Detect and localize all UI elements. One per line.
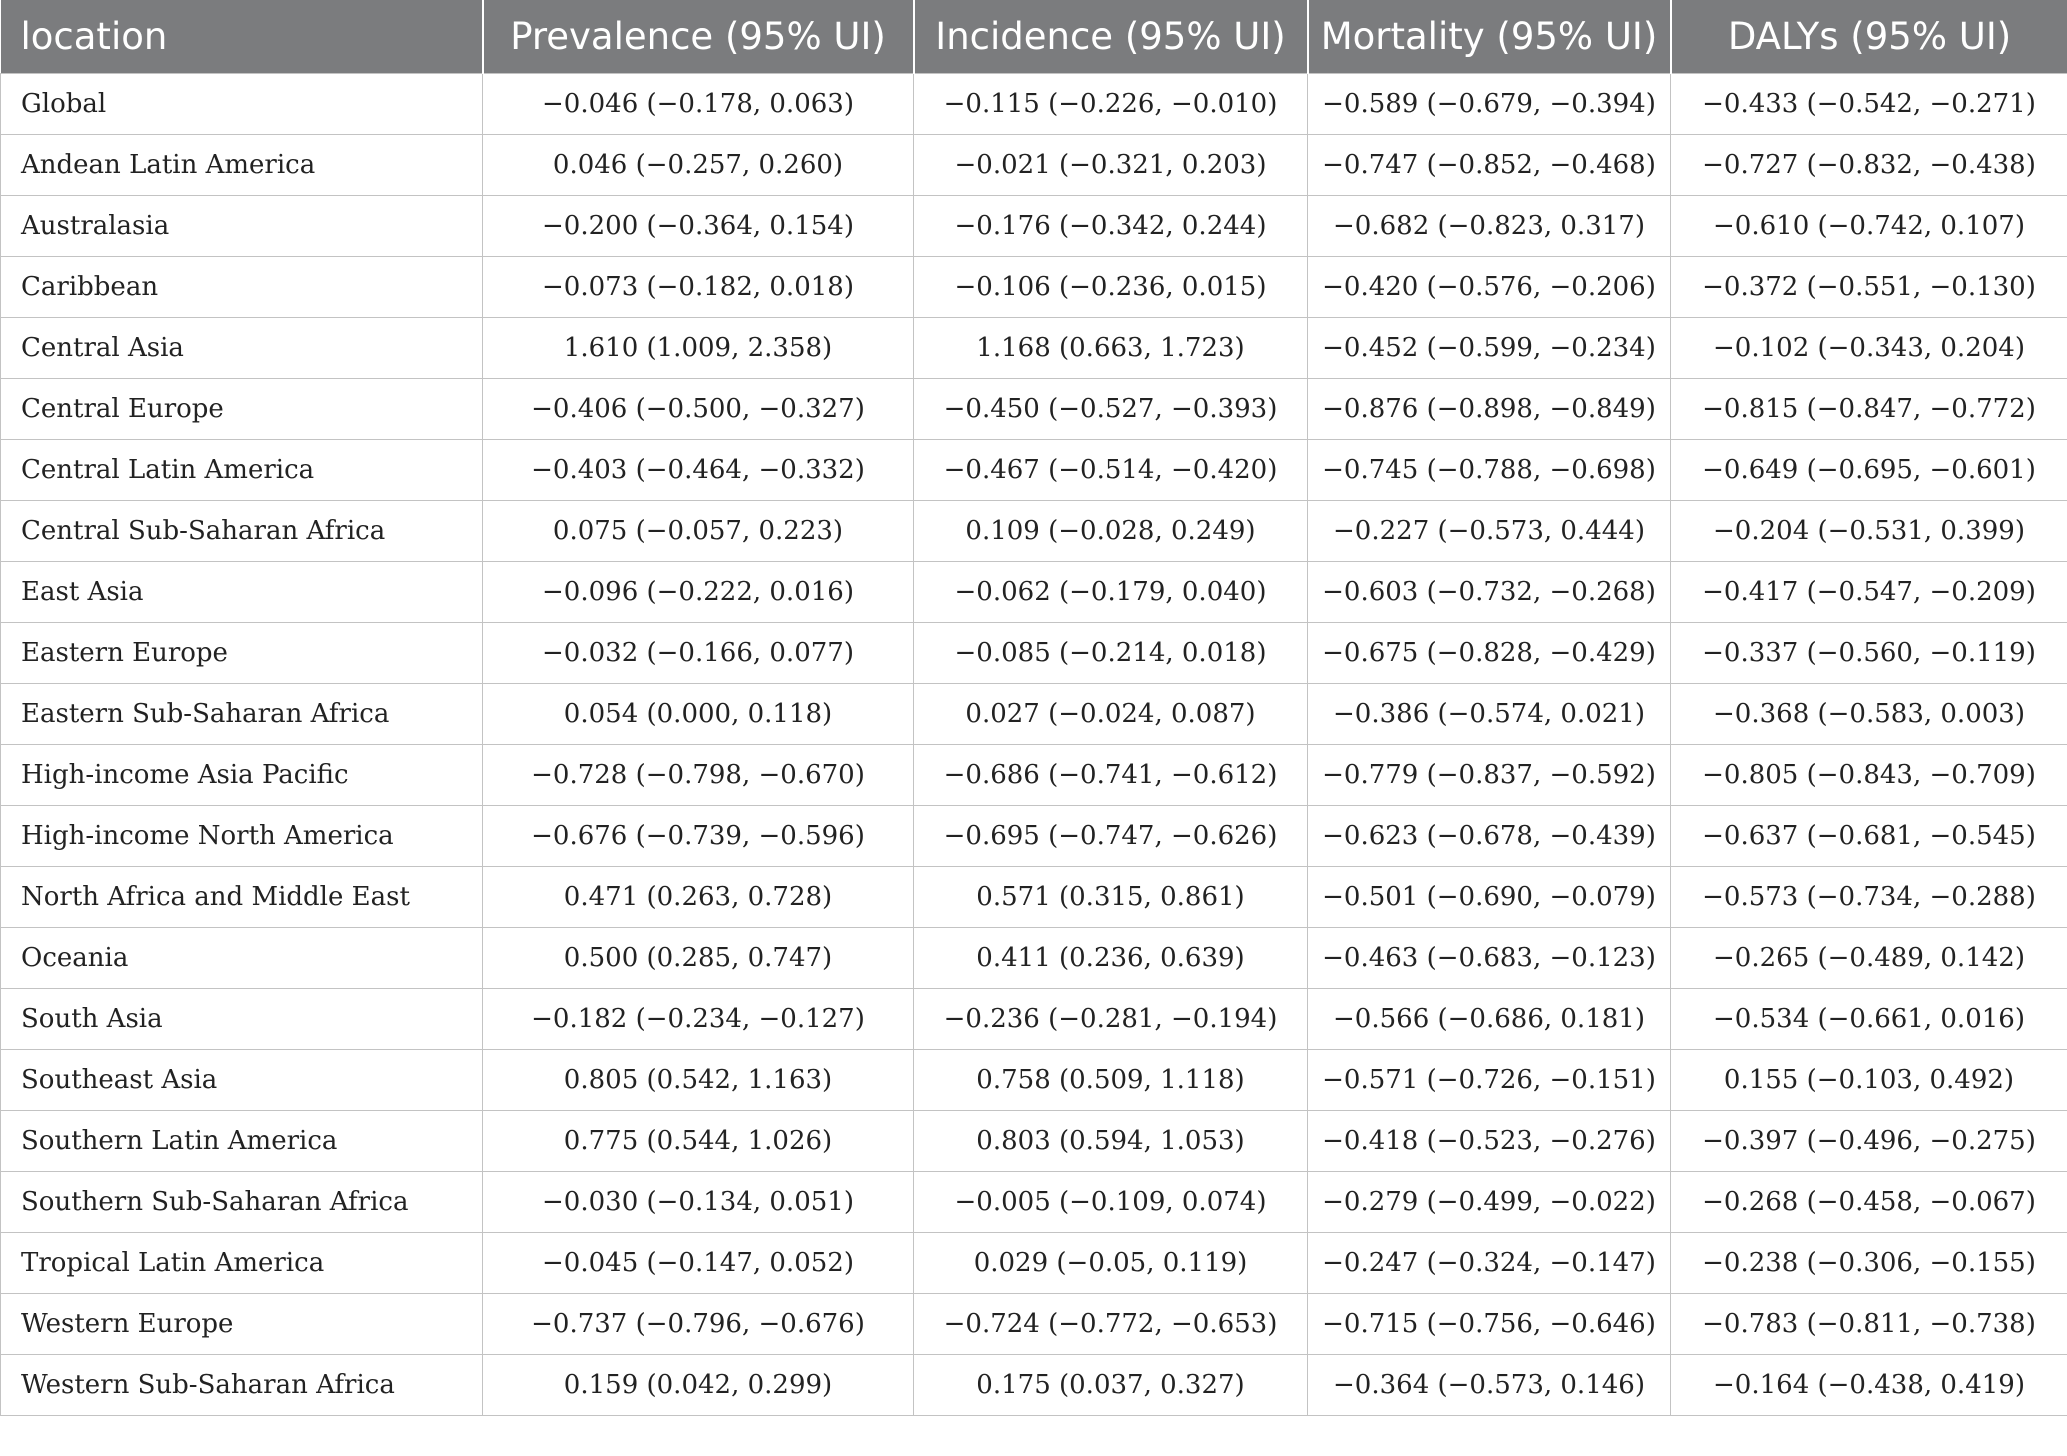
- incidence-cell: −0.695 (−0.747, −0.626): [914, 806, 1308, 867]
- table-row: [1, 989, 2067, 1050]
- prevalence-cell: 1.610 (1.009, 2.358): [483, 318, 914, 379]
- incidence-cell: −0.450 (−0.527, −0.393): [914, 379, 1308, 440]
- prevalence-cell: 0.054 (0.000, 0.118): [483, 684, 914, 745]
- location-cell: Oceania: [1, 928, 483, 989]
- table-row: [1, 440, 2067, 501]
- mortality-cell: −0.623 (−0.678, −0.439): [1308, 806, 1671, 867]
- location-cell: Southeast Asia: [1, 1050, 483, 1111]
- mortality-cell: −0.747 (−0.852, −0.468): [1308, 135, 1671, 196]
- dalys-cell: −0.805 (−0.843, −0.709): [1671, 745, 2067, 806]
- mortality-cell: −0.247 (−0.324, −0.147): [1308, 1233, 1671, 1294]
- table-row: [1, 257, 2067, 318]
- table-row: [1, 1111, 2067, 1172]
- mortality-cell: −0.876 (−0.898, −0.849): [1308, 379, 1671, 440]
- location-cell: Central Latin America: [1, 440, 483, 501]
- prevalence-cell: −0.200 (−0.364, 0.154): [483, 196, 914, 257]
- mortality-cell: −0.675 (−0.828, −0.429): [1308, 623, 1671, 684]
- prevalence-cell: 0.775 (0.544, 1.026): [483, 1111, 914, 1172]
- header-mortality: Mortality (95% UI): [1308, 0, 1671, 74]
- mortality-cell: −0.364 (−0.573, 0.146): [1308, 1355, 1671, 1416]
- dalys-cell: −0.265 (−0.489, 0.142): [1671, 928, 2067, 989]
- prevalence-cell: −0.073 (−0.182, 0.018): [483, 257, 914, 318]
- table-row: [1, 1355, 2067, 1416]
- location-cell: East Asia: [1, 562, 483, 623]
- location-cell: Global: [1, 74, 483, 135]
- dalys-cell: 0.155 (−0.103, 0.492): [1671, 1050, 2067, 1111]
- table-row: [1, 867, 2067, 928]
- incidence-cell: 0.411 (0.236, 0.639): [914, 928, 1308, 989]
- prevalence-cell: −0.182 (−0.234, −0.127): [483, 989, 914, 1050]
- incidence-cell: −0.021 (−0.321, 0.203): [914, 135, 1308, 196]
- dalys-cell: −0.783 (−0.811, −0.738): [1671, 1294, 2067, 1355]
- location-cell: Eastern Europe: [1, 623, 483, 684]
- incidence-cell: −0.005 (−0.109, 0.074): [914, 1172, 1308, 1233]
- location-cell: South Asia: [1, 989, 483, 1050]
- mortality-cell: −0.571 (−0.726, −0.151): [1308, 1050, 1671, 1111]
- prevalence-cell: 0.500 (0.285, 0.747): [483, 928, 914, 989]
- table-row: [1, 135, 2067, 196]
- table-row: [1, 196, 2067, 257]
- table-row: [1, 1294, 2067, 1355]
- table-header: [1, 0, 2067, 74]
- location-cell: High-income Asia Pacific: [1, 745, 483, 806]
- incidence-cell: −0.062 (−0.179, 0.040): [914, 562, 1308, 623]
- location-cell: Tropical Latin America: [1, 1233, 483, 1294]
- incidence-cell: −0.085 (−0.214, 0.018): [914, 623, 1308, 684]
- prevalence-cell: 0.805 (0.542, 1.163): [483, 1050, 914, 1111]
- dalys-cell: −0.610 (−0.742, 0.107): [1671, 196, 2067, 257]
- location-cell: Caribbean: [1, 257, 483, 318]
- incidence-cell: −0.467 (−0.514, −0.420): [914, 440, 1308, 501]
- location-cell: Australasia: [1, 196, 483, 257]
- mortality-cell: −0.715 (−0.756, −0.646): [1308, 1294, 1671, 1355]
- mortality-cell: −0.452 (−0.599, −0.234): [1308, 318, 1671, 379]
- table-body: [1, 74, 2067, 1416]
- table-row: [1, 379, 2067, 440]
- table-row: [1, 1233, 2067, 1294]
- prevalence-cell: 0.075 (−0.057, 0.223): [483, 501, 914, 562]
- location-cell: Southern Sub-Saharan Africa: [1, 1172, 483, 1233]
- table-row: [1, 1172, 2067, 1233]
- incidence-cell: −0.106 (−0.236, 0.015): [914, 257, 1308, 318]
- dalys-cell: −0.204 (−0.531, 0.399): [1671, 501, 2067, 562]
- mortality-cell: −0.463 (−0.683, −0.123): [1308, 928, 1671, 989]
- dalys-cell: −0.368 (−0.583, 0.003): [1671, 684, 2067, 745]
- dalys-cell: −0.649 (−0.695, −0.601): [1671, 440, 2067, 501]
- incidence-cell: 0.029 (−0.05, 0.119): [914, 1233, 1308, 1294]
- incidence-cell: 0.571 (0.315, 0.861): [914, 867, 1308, 928]
- mortality-cell: −0.589 (−0.679, −0.394): [1308, 74, 1671, 135]
- dalys-cell: −0.337 (−0.560, −0.119): [1671, 623, 2067, 684]
- dalys-cell: −0.637 (−0.681, −0.545): [1671, 806, 2067, 867]
- header-prevalence: Prevalence (95% UI): [483, 0, 914, 74]
- mortality-cell: −0.420 (−0.576, −0.206): [1308, 257, 1671, 318]
- dalys-cell: −0.727 (−0.832, −0.438): [1671, 135, 2067, 196]
- dalys-cell: −0.433 (−0.542, −0.271): [1671, 74, 2067, 135]
- table-row: [1, 806, 2067, 867]
- header-dalys: DALYs (95% UI): [1671, 0, 2067, 74]
- table-row: [1, 562, 2067, 623]
- header-incidence: Incidence (95% UI): [914, 0, 1308, 74]
- incidence-cell: −0.176 (−0.342, 0.244): [914, 196, 1308, 257]
- incidence-cell: −0.724 (−0.772, −0.653): [914, 1294, 1308, 1355]
- location-cell: North Africa and Middle East: [1, 867, 483, 928]
- incidence-cell: 0.175 (0.037, 0.327): [914, 1355, 1308, 1416]
- mortality-cell: −0.603 (−0.732, −0.268): [1308, 562, 1671, 623]
- mortality-cell: −0.501 (−0.690, −0.079): [1308, 867, 1671, 928]
- dalys-cell: −0.268 (−0.458, −0.067): [1671, 1172, 2067, 1233]
- header-location: location: [1, 0, 483, 74]
- prevalence-cell: 0.046 (−0.257, 0.260): [483, 135, 914, 196]
- location-cell: Andean Latin America: [1, 135, 483, 196]
- mortality-cell: −0.779 (−0.837, −0.592): [1308, 745, 1671, 806]
- prevalence-cell: 0.471 (0.263, 0.728): [483, 867, 914, 928]
- incidence-cell: 0.027 (−0.024, 0.087): [914, 684, 1308, 745]
- location-cell: Western Europe: [1, 1294, 483, 1355]
- mortality-cell: −0.227 (−0.573, 0.444): [1308, 501, 1671, 562]
- prevalence-cell: −0.406 (−0.500, −0.327): [483, 379, 914, 440]
- prevalence-cell: −0.030 (−0.134, 0.051): [483, 1172, 914, 1233]
- location-cell: Southern Latin America: [1, 1111, 483, 1172]
- incidence-cell: −0.115 (−0.226, −0.010): [914, 74, 1308, 135]
- table-row: [1, 1050, 2067, 1111]
- table-row: [1, 318, 2067, 379]
- incidence-cell: −0.236 (−0.281, −0.194): [914, 989, 1308, 1050]
- dalys-cell: −0.573 (−0.734, −0.288): [1671, 867, 2067, 928]
- location-cell: Western Sub-Saharan Africa: [1, 1355, 483, 1416]
- table-row: [1, 74, 2067, 135]
- table-row: [1, 501, 2067, 562]
- dalys-cell: −0.397 (−0.496, −0.275): [1671, 1111, 2067, 1172]
- mortality-cell: −0.566 (−0.686, 0.181): [1308, 989, 1671, 1050]
- dalys-cell: −0.102 (−0.343, 0.204): [1671, 318, 2067, 379]
- mortality-cell: −0.279 (−0.499, −0.022): [1308, 1172, 1671, 1233]
- mortality-cell: −0.682 (−0.823, 0.317): [1308, 196, 1671, 257]
- dalys-cell: −0.534 (−0.661, 0.016): [1671, 989, 2067, 1050]
- dalys-cell: −0.417 (−0.547, −0.209): [1671, 562, 2067, 623]
- location-cell: Central Sub-Saharan Africa: [1, 501, 483, 562]
- prevalence-cell: −0.096 (−0.222, 0.016): [483, 562, 914, 623]
- header-row: [1, 0, 2067, 74]
- prevalence-cell: −0.403 (−0.464, −0.332): [483, 440, 914, 501]
- dalys-cell: −0.238 (−0.306, −0.155): [1671, 1233, 2067, 1294]
- prevalence-cell: −0.728 (−0.798, −0.670): [483, 745, 914, 806]
- prevalence-cell: −0.045 (−0.147, 0.052): [483, 1233, 914, 1294]
- incidence-cell: 1.168 (0.663, 1.723): [914, 318, 1308, 379]
- location-cell: High-income North America: [1, 806, 483, 867]
- table-row: [1, 684, 2067, 745]
- incidence-cell: 0.758 (0.509, 1.118): [914, 1050, 1308, 1111]
- prevalence-cell: −0.046 (−0.178, 0.063): [483, 74, 914, 135]
- location-cell: Central Asia: [1, 318, 483, 379]
- incidence-cell: 0.803 (0.594, 1.053): [914, 1111, 1308, 1172]
- dalys-cell: −0.164 (−0.438, 0.419): [1671, 1355, 2067, 1416]
- prevalence-cell: −0.737 (−0.796, −0.676): [483, 1294, 914, 1355]
- prevalence-cell: −0.032 (−0.166, 0.077): [483, 623, 914, 684]
- table-row: [1, 745, 2067, 806]
- mortality-cell: −0.745 (−0.788, −0.698): [1308, 440, 1671, 501]
- incidence-cell: 0.109 (−0.028, 0.249): [914, 501, 1308, 562]
- table-row: [1, 928, 2067, 989]
- table-row: [1, 623, 2067, 684]
- dalys-cell: −0.815 (−0.847, −0.772): [1671, 379, 2067, 440]
- prevalence-cell: 0.159 (0.042, 0.299): [483, 1355, 914, 1416]
- mortality-cell: −0.386 (−0.574, 0.021): [1308, 684, 1671, 745]
- incidence-cell: −0.686 (−0.741, −0.612): [914, 745, 1308, 806]
- mortality-cell: −0.418 (−0.523, −0.276): [1308, 1111, 1671, 1172]
- dalys-cell: −0.372 (−0.551, −0.130): [1671, 257, 2067, 318]
- prevalence-cell: −0.676 (−0.739, −0.596): [483, 806, 914, 867]
- location-cell: Central Europe: [1, 379, 483, 440]
- location-cell: Eastern Sub-Saharan Africa: [1, 684, 483, 745]
